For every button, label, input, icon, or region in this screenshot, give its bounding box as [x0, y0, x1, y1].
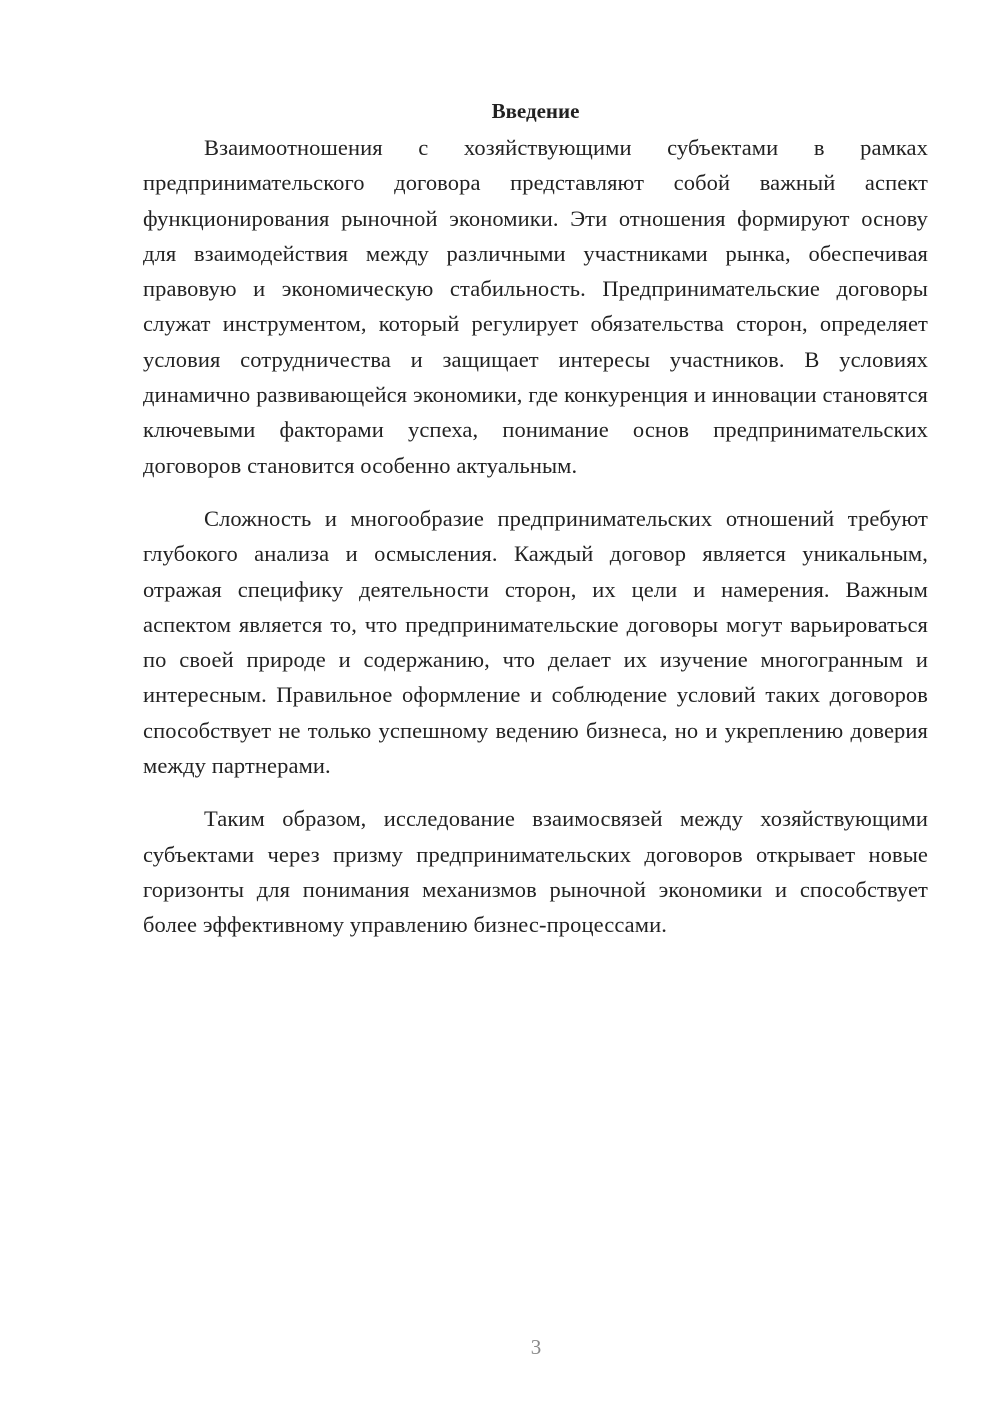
page-content	[143, 96, 928, 961]
paragraph-1: Взаимоотношения с хозяйствующими субъектами в рамках предпринимательского договора представляют собой важный аспект функционирования рыночной экономики. Эти отношения формируют основу для взаимодействия между различными участниками рынка, обеспечивая правовую и экономическую стабильность. Предпринимательские договоры служат инструментом, который регулирует обязательства сторон, определяет условия сотрудничества и защищает интересы участников. В условиях динамично развивающейся экономики, где конкуренция и инновации становятся ключевыми факторами успеха, понимание основ предпринимательских договоров становится особенно актуальным.	[143, 135, 928, 478]
section-title: Введение	[491, 99, 580, 123]
paragraph-2: Сложность и многообразие предпринимательских отношений требуют глубокого анализа и осмысления. Каждый договор является уникальным, отражая специфику деятельности сторон, их цели и намерения. Важным аспектом является то, что предпринимательские договоры могут варьироваться по своей природе и содержанию, что делает их изучение многогранным и интересным. Правильное оформление и соблюдение условий таких договоров способствует не только успешному ведению бизнеса, но и укреплению доверия между партнерами.	[143, 505, 928, 779]
page-number: 3	[530, 1335, 542, 1359]
paragraph-3: Таким образом, исследование взаимосвязей между хозяйствующими субъектами через призму предпринимательских договоров открывает новые горизонты для понимания механизмов рыночной экономики и способствует более эффективному управлению бизнес-процессами.	[143, 806, 928, 938]
